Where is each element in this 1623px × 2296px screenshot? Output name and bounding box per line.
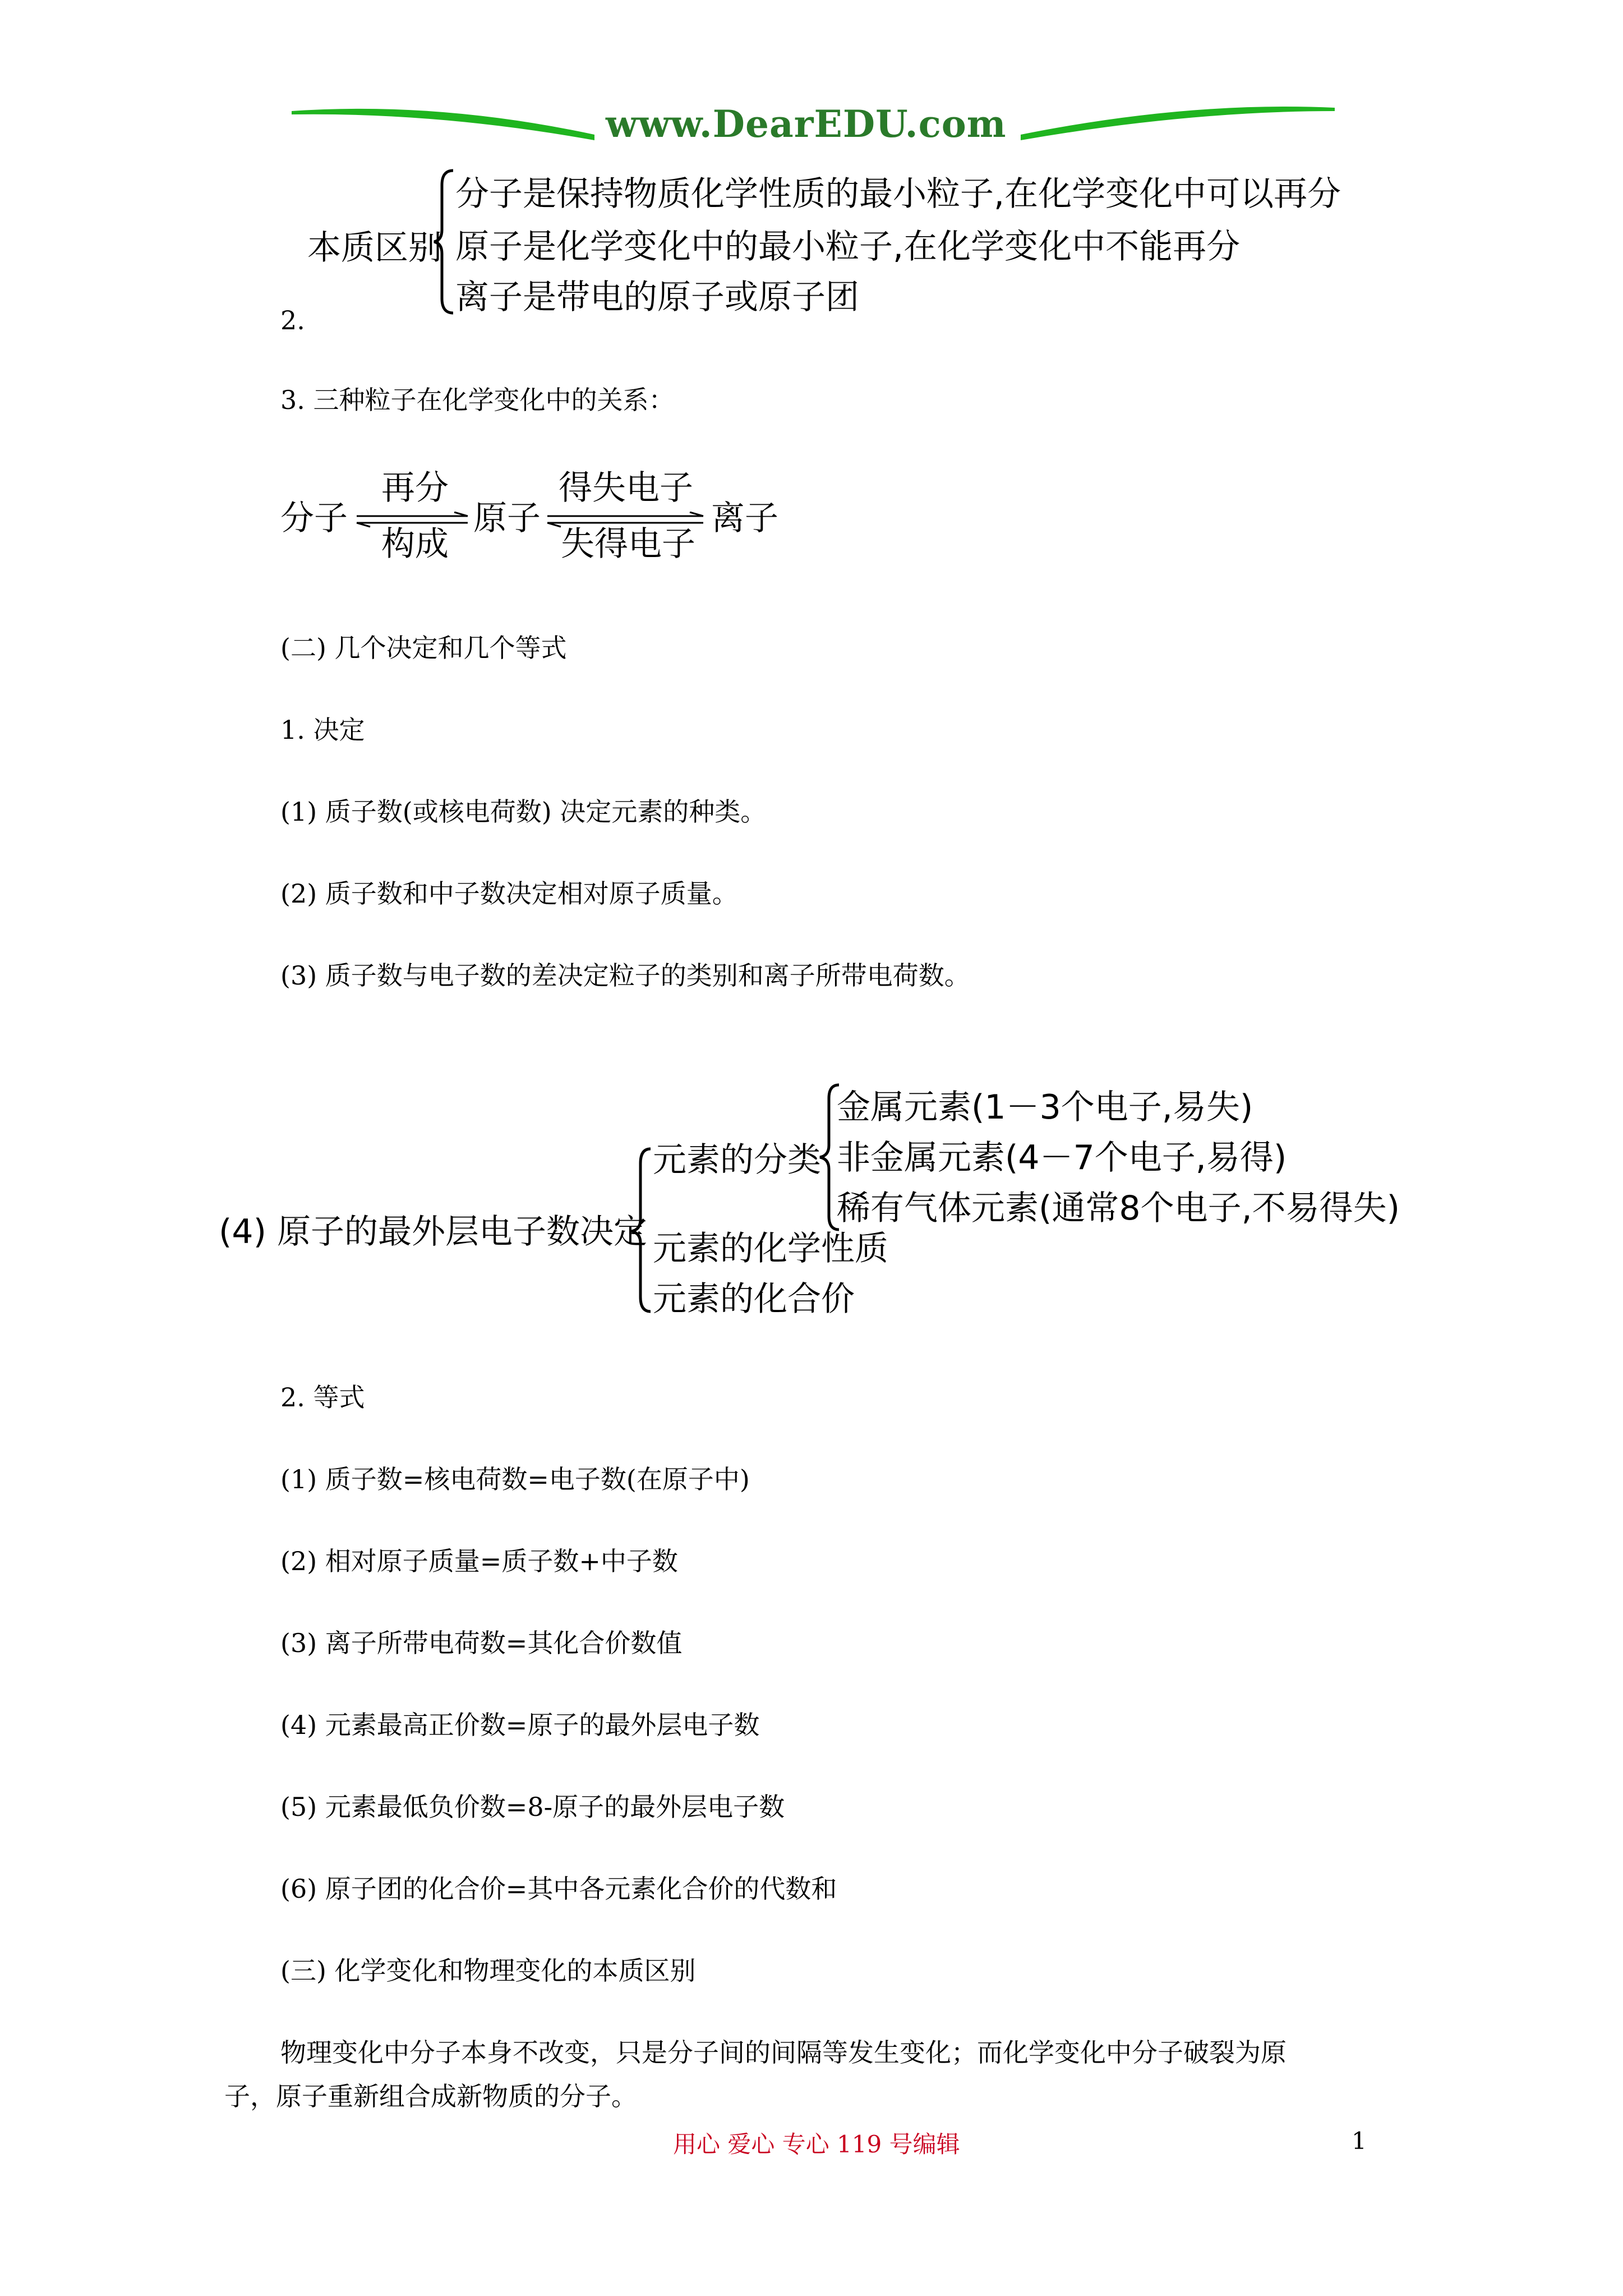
relation-heading: 3. 三种粒子在化学变化中的关系： xyxy=(280,385,675,415)
essence-item-ion: 离子是带电的原子或原子团 xyxy=(455,278,859,317)
equation-item: (2) 相对原子质量=质子数+中子数 xyxy=(280,1546,678,1576)
tree-branch-valence: 元素的化合价 xyxy=(653,1280,855,1319)
tree-leaf-metal: 金属元素(1－3个电子,易失) xyxy=(837,1088,1253,1127)
part3-paragraph-line2: 子，原子重新组合成新物质的分子。 xyxy=(224,2081,637,2111)
tree-leaf-nonmetal: 非金属元素(4－7个电子,易得) xyxy=(837,1138,1287,1177)
diagram-arrow1-top: 再分 xyxy=(381,468,449,508)
decide-heading: 1. 决定 xyxy=(280,715,365,745)
equations-heading: 2. 等式 xyxy=(280,1382,365,1412)
tree-branch-classification: 元素的分类 xyxy=(653,1140,821,1180)
footer-text: 用心 爱心 专心 119 号编辑 xyxy=(673,2131,960,2158)
logo-text: www.DearEDU.com xyxy=(606,102,1007,146)
part3-heading: (三) 化学变化和物理变化的本质区别 xyxy=(280,1955,696,1986)
header-logo xyxy=(292,95,1335,163)
equation-item: (4) 元素最高正价数=原子的最外层电子数 xyxy=(280,1710,760,1740)
equation-item: (3) 离子所带电荷数=其化合价数值 xyxy=(280,1628,683,1658)
brace-icon xyxy=(433,168,455,315)
tree-leaf-noble-gas: 稀有气体元素(通常8个电子,不易得失) xyxy=(837,1189,1400,1228)
diagram-arrow1-bottom: 构成 xyxy=(381,524,449,564)
tree-root: (4) 原子的最外层电子数决定 xyxy=(219,1212,648,1251)
diagram-molecule: 分子 xyxy=(280,499,348,538)
page-number: 1 xyxy=(1352,2127,1367,2155)
part2-heading: (二) 几个决定和几个等式 xyxy=(280,633,567,663)
equation-item: (5) 元素最低负价数=8-原子的最外层电子数 xyxy=(280,1792,785,1822)
tree-branch-chemical-property: 元素的化学性质 xyxy=(653,1229,888,1268)
decide-item: (3) 质子数与电子数的差决定粒子的类别和离子所带电荷数。 xyxy=(280,960,970,991)
decide-item: (1) 质子数(或核电荷数) 决定元素的种类。 xyxy=(280,797,767,827)
equation-item: (6) 原子团的化合价=其中各元素化合价的代数和 xyxy=(280,1874,837,1904)
list-number-2: 2. xyxy=(280,305,305,335)
diagram-ion: 离子 xyxy=(711,499,778,538)
essence-item-atom: 原子是化学变化中的最小粒子,在化学变化中不能再分 xyxy=(455,227,1241,266)
part3-paragraph-line1: 物理变化中分子本身不改变，只是分子间的间隔等发生变化；而化学变化中分子破裂为原 xyxy=(280,2037,1287,2068)
essence-label: 本质区别 xyxy=(307,228,442,268)
outer-electron-tree xyxy=(213,1077,1402,1324)
diagram-atom: 原子 xyxy=(473,499,541,538)
diagram-arrow2-bottom: 失得电子 xyxy=(561,524,695,564)
essence-item-molecule: 分子是保持物质化学性质的最小粒子,在化学变化中可以再分 xyxy=(455,174,1341,214)
brace-icon xyxy=(630,1147,653,1315)
diagram-arrow2-top: 得失电子 xyxy=(559,468,693,508)
decide-item: (2) 质子数和中子数决定相对原子质量。 xyxy=(280,878,738,909)
equation-item: (1) 质子数=核电荷数=电子数(在原子中) xyxy=(280,1464,750,1494)
particle-relation-diagram xyxy=(280,468,796,572)
